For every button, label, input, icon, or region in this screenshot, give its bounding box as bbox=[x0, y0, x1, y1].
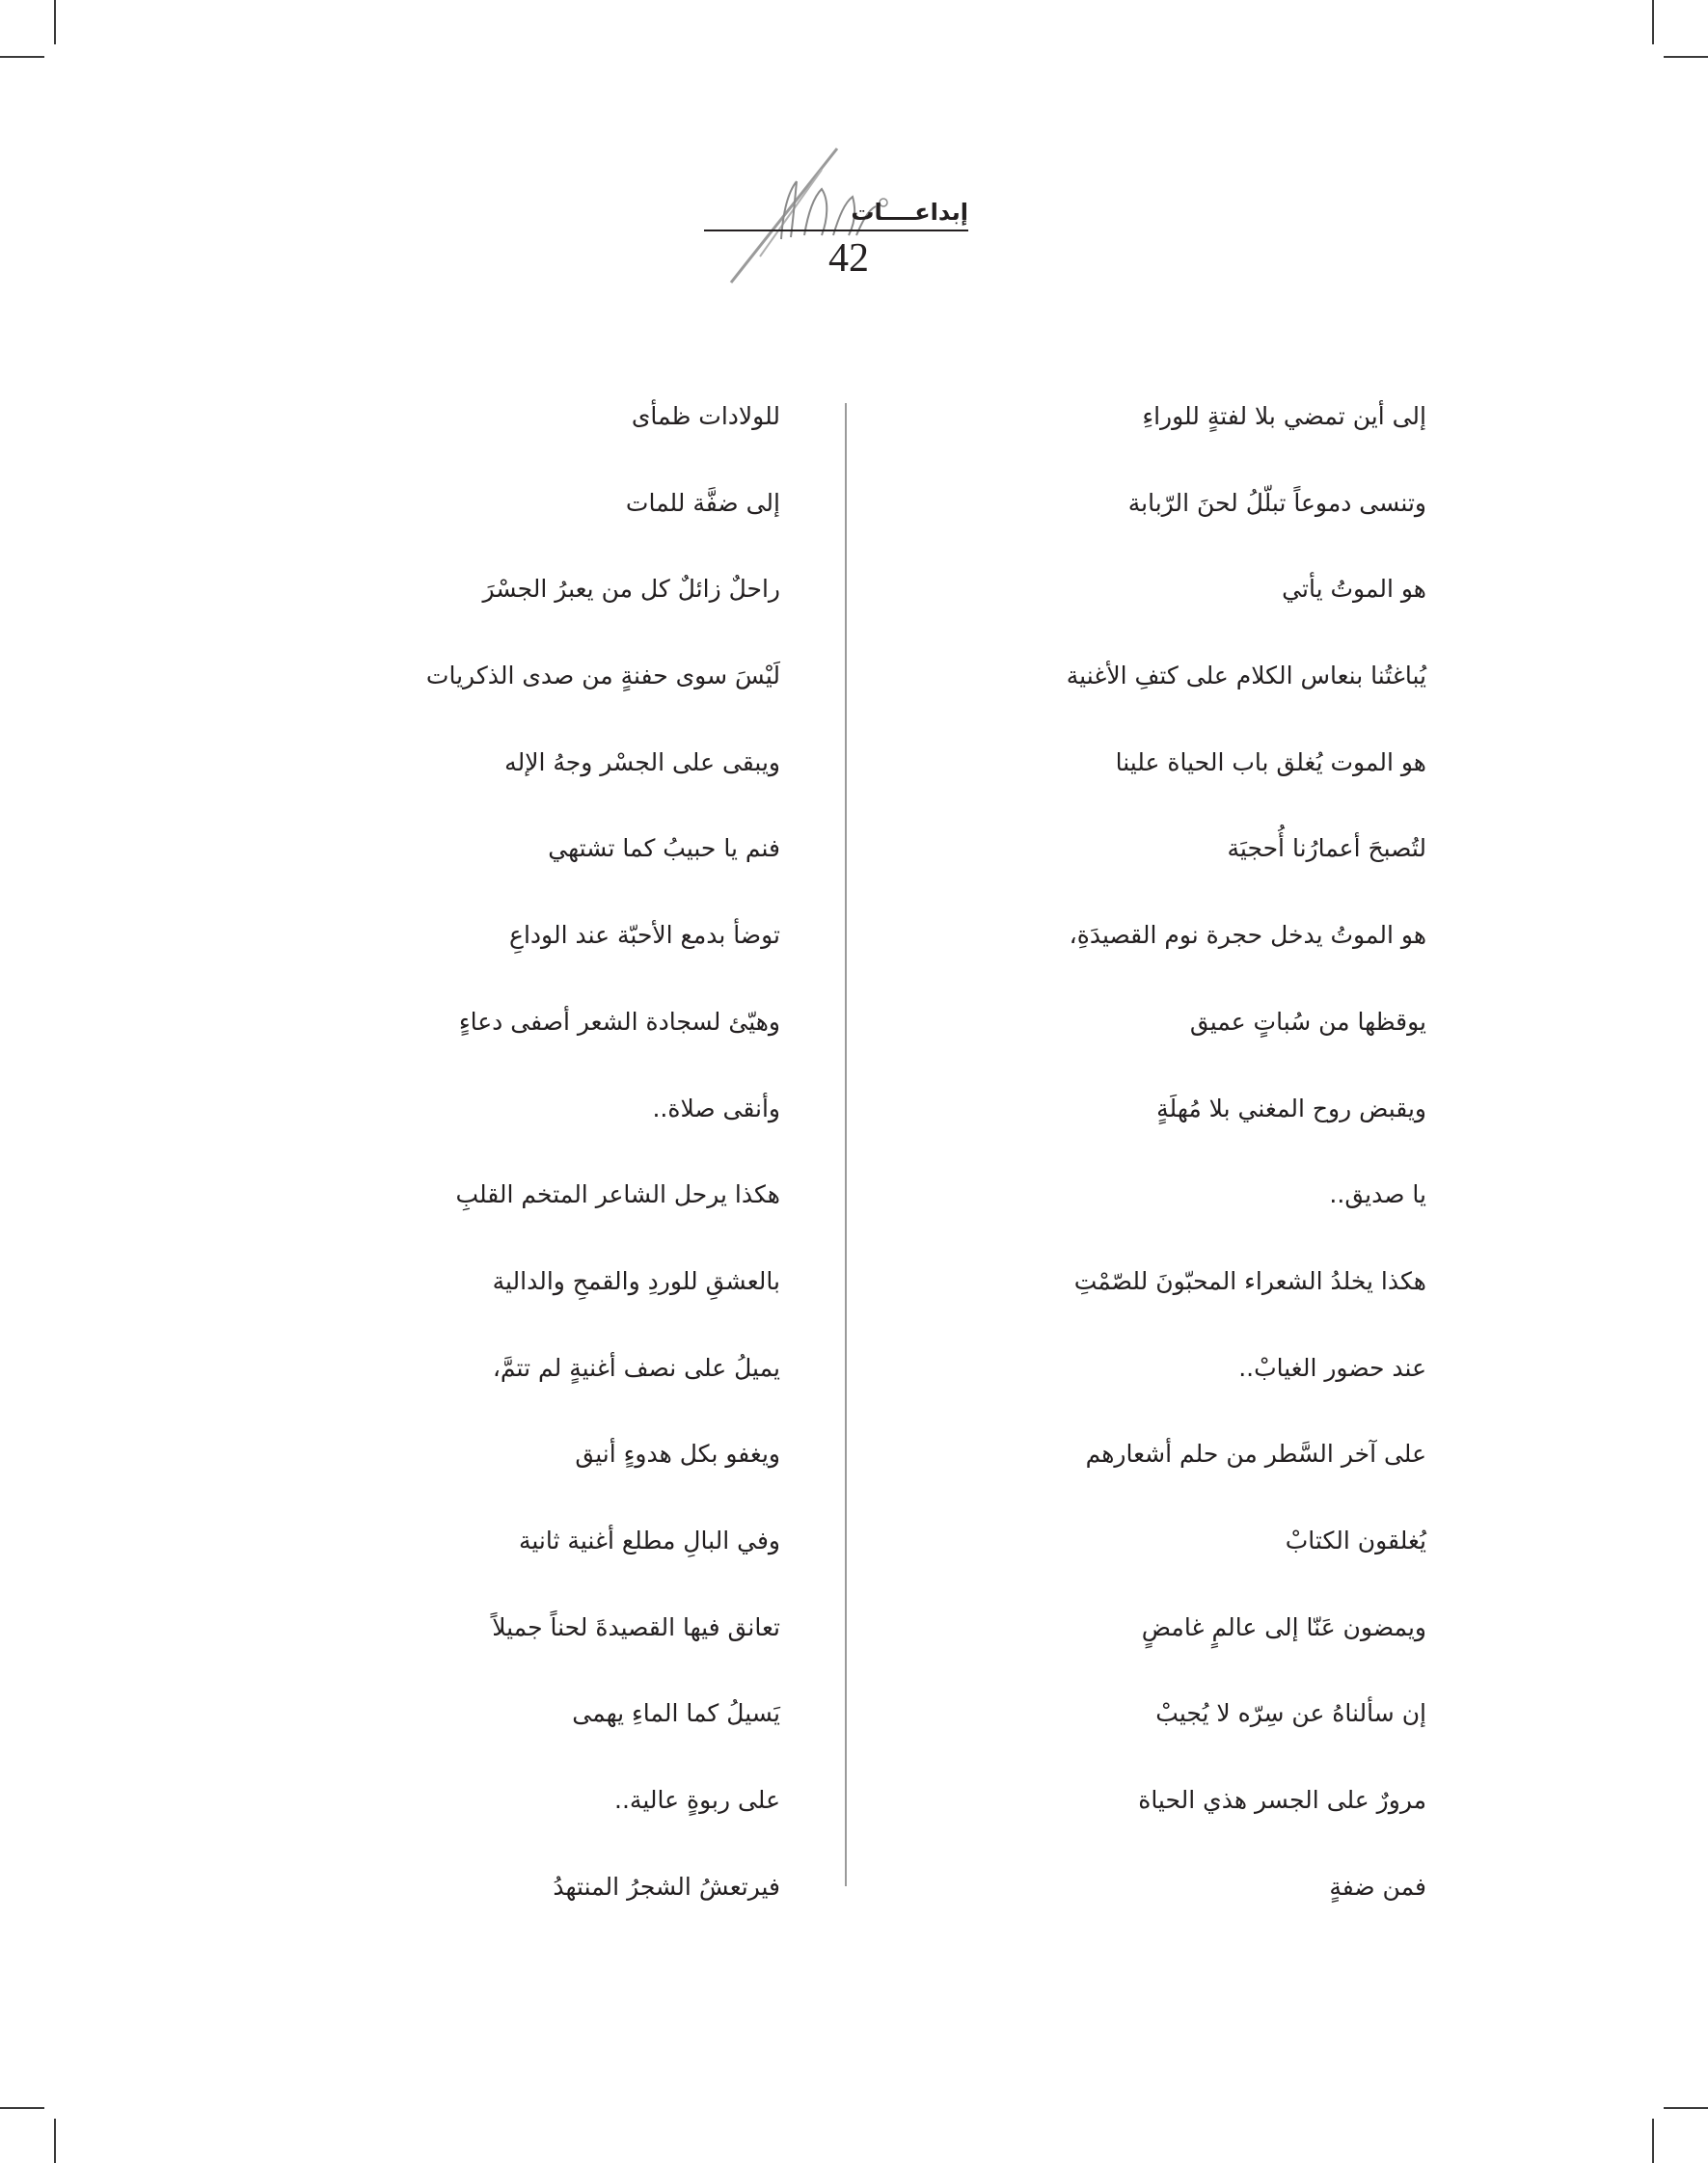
page-header bbox=[675, 135, 1003, 289]
verse-line: يُغلقون الكتابْ bbox=[1285, 1526, 1426, 1555]
verse-line: وهيّئ لسجادة الشعر أصفى دعاءٍ bbox=[458, 1007, 780, 1036]
verse-line: يوقظها من سُباتٍ عميق bbox=[1189, 1007, 1426, 1036]
verse-line: ويغفو بكل هدوءٍ أنيق bbox=[575, 1440, 780, 1469]
crop-mark-bottom-right-h bbox=[1664, 2107, 1708, 2109]
verse-line: وأنقى صلاة.. bbox=[652, 1094, 780, 1122]
verse-line: وفي البالِ مطلع أغنية ثانية bbox=[518, 1526, 780, 1555]
verse-line: وتنسى دموعاً تبلّلُ لحنَ الرّبابة bbox=[1127, 488, 1426, 517]
verse-line: إلى ضفَّة للمات bbox=[625, 488, 780, 517]
verse-line: ويمضون عَنّا إلى عالمٍ غامضٍ bbox=[1141, 1612, 1426, 1641]
verse-line: يميلُ على نصف أغنيةٍ لم تتمَّ، bbox=[492, 1353, 780, 1382]
header-rule bbox=[704, 230, 968, 231]
verse-line: فمن ضفةٍ bbox=[1329, 1872, 1426, 1901]
verse-line: هكذا يرحل الشاعر المتخم القلبِ bbox=[455, 1180, 780, 1209]
poem-column-right bbox=[751, 386, 1426, 1942]
verse-line: هو الموتُ يدخل حجرة نوم القصيدَةِ، bbox=[1069, 921, 1426, 950]
crop-mark-bottom-right bbox=[1652, 2119, 1654, 2163]
verse-line: يُباغتُنا بنعاس الكلام على كتفِ الأغنية bbox=[1066, 662, 1426, 690]
crop-mark-bottom-left bbox=[54, 2119, 56, 2163]
crop-mark-top-right bbox=[1652, 0, 1654, 44]
verse-line: لَيْسَ سوى حفنةٍ من صدى الذكريات bbox=[425, 662, 780, 690]
crop-mark-top-right-h bbox=[1664, 56, 1708, 58]
verse-line: فنم يا حبيبُ كما تشتهي bbox=[548, 834, 780, 863]
verse-line: عند حضور الغيابْ.. bbox=[1238, 1353, 1426, 1382]
poem-column-left bbox=[182, 386, 780, 1942]
verse-line: على ربوةٍ عالية.. bbox=[614, 1786, 780, 1814]
verse-line: مرورٌ على الجسر هذي الحياة bbox=[1138, 1786, 1426, 1814]
crop-mark-bottom-left-h bbox=[0, 2107, 44, 2109]
verse-line: يا صديق.. bbox=[1329, 1180, 1426, 1209]
verse-line: توضأ بدمع الأحبّة عند الوداعِ bbox=[509, 921, 780, 950]
verse-line: ويقبض روح المغني بلا مُهلَةٍ bbox=[1156, 1094, 1426, 1122]
verse-line: ويبقى على الجسْر وجهُ الإله bbox=[504, 747, 780, 776]
section-label: إبداعــــات bbox=[851, 199, 968, 226]
verse-line: فيرتعشُ الشجرُ المنتهدُ bbox=[553, 1872, 780, 1901]
verse-line: يَسيلُ كما الماءِ يهمى bbox=[572, 1699, 780, 1728]
verse-line: إن سألناهُ عن سِرّه لا يُجيبْ bbox=[1155, 1699, 1426, 1728]
verse-line: إلى أين تمضي بلا لفتةٍ للوراءِ bbox=[1142, 402, 1426, 430]
verse-line: بالعشقِ للوردِ والقمحِ والدالية bbox=[492, 1266, 780, 1295]
verse-line: لتُصبحَ أعمارُنا أُحجيَة bbox=[1227, 834, 1426, 863]
verse-line: للولادات ظمأى bbox=[631, 402, 780, 430]
page-number: 42 bbox=[828, 236, 869, 281]
verse-line: هكذا يخلدُ الشعراء المحبّونَ للصّمْتِ bbox=[1073, 1266, 1426, 1295]
crop-mark-top-left-h bbox=[0, 56, 44, 58]
verse-line: تعانق فيها القصيدةَ لحناً جميلاً bbox=[492, 1612, 780, 1641]
crop-mark-top-left bbox=[54, 0, 56, 44]
verse-line: راحلٌ زائلٌ كل من يعبرُ الجسْرَ bbox=[482, 575, 780, 604]
verse-line: هو الموتُ يأتي bbox=[1282, 575, 1426, 604]
verse-line: هو الموت يُغلق باب الحياة علينا bbox=[1115, 747, 1426, 776]
verse-line: على آخر السَّطر من حلم أشعارهم bbox=[1085, 1440, 1426, 1469]
